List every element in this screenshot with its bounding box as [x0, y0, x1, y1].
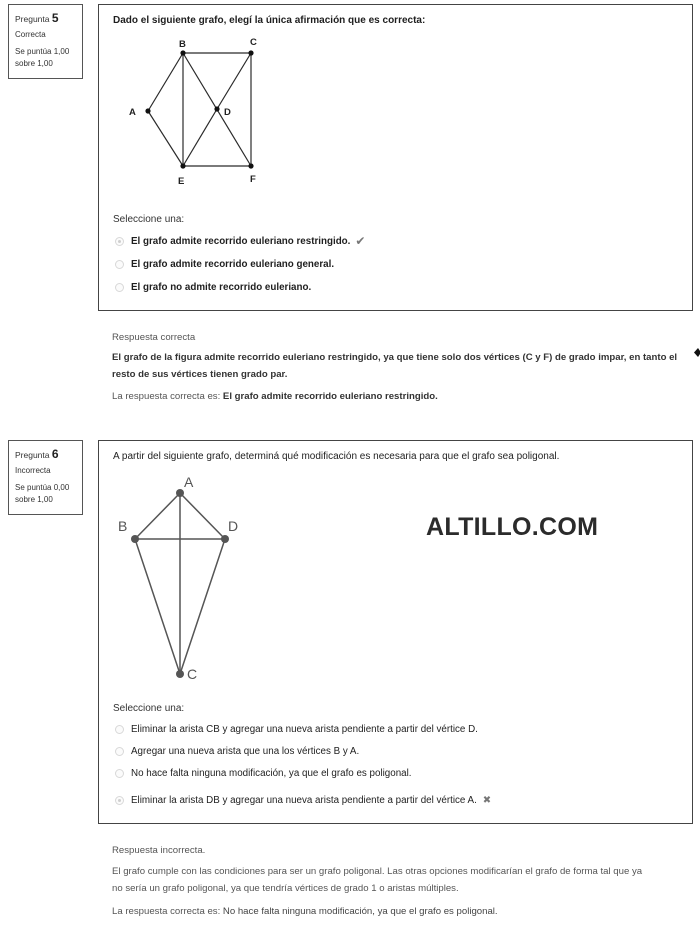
node-c — [176, 670, 184, 678]
option-3[interactable] — [115, 765, 411, 781]
node-e — [180, 163, 185, 168]
edge-a-b — [135, 493, 180, 539]
node-b — [180, 50, 185, 55]
feedback-explanation: El grafo de la figura admite recorrido euleriano restringido, ya que tiene solo dos vértices (C y F) de grado impar, en tanto el resto de sus vértices tienen grado par. — [112, 352, 678, 380]
select-prompt: Seleccione una: — [113, 214, 185, 225]
option-label: El grafo admite recorrido euleriano general. — [131, 258, 335, 270]
question-number: Pregunta 5 — [15, 11, 59, 25]
select-prompt: Seleccione una: — [113, 703, 185, 714]
option-2[interactable] — [115, 743, 359, 759]
edge-d-e — [183, 109, 217, 166]
option-1[interactable] — [115, 721, 478, 737]
radio-button[interactable] — [115, 796, 124, 805]
graph-edges — [148, 53, 251, 166]
node-label: A — [184, 474, 194, 490]
edge-d-c — [180, 539, 225, 674]
node-b — [131, 535, 139, 543]
question-number: Pregunta 6 — [15, 447, 59, 461]
node-c — [248, 50, 253, 55]
node-label: B — [179, 39, 186, 50]
graph-labels — [118, 474, 238, 682]
feedback-status: Respuesta correcta — [112, 332, 196, 343]
node-label: F — [250, 174, 256, 185]
edge-c-d — [217, 53, 251, 109]
graph-figure-q5 — [128, 36, 268, 190]
radio-button[interactable] — [115, 237, 124, 246]
option-3[interactable] — [115, 279, 311, 295]
node-label: D — [228, 518, 239, 534]
block-toggle-icon[interactable] — [694, 348, 700, 357]
node-label: C — [187, 666, 198, 682]
question-state: Incorrecta — [15, 466, 51, 476]
graph-edges — [135, 493, 225, 674]
option-label: Agregar una nueva arista que una los vértices B y A. — [131, 745, 360, 757]
graph-nodes — [145, 50, 253, 168]
question-5-info — [8, 4, 83, 79]
option-2[interactable] — [115, 256, 334, 272]
node-a — [145, 108, 150, 113]
radio-button[interactable] — [115, 747, 124, 756]
question-grade: Se puntúa 0,00 sobre 1,00 — [15, 482, 70, 504]
node-label: E — [178, 176, 185, 187]
edge-a-d — [180, 493, 225, 539]
node-label: A — [129, 107, 136, 118]
node-d — [214, 106, 219, 111]
option-label: El grafo admite recorrido euleriano restringido. — [131, 235, 351, 247]
node-a — [176, 489, 184, 497]
option-label: Eliminar la arista DB y agregar una nueva arista pendiente a partir del vértice A. — [131, 794, 477, 806]
diamond-shape — [694, 348, 700, 357]
node-label: B — [118, 518, 128, 534]
radio-button[interactable] — [115, 769, 124, 778]
feedback-explanation: El grafo cumple con las condiciones para ser un grafo poligonal. Las otras opciones modificarían el grafo de forma tal que ya no sería un grafo poligonal, ya que tendría vértices de grado 1 o aristas múltiples. — [112, 866, 643, 894]
node-label: C — [250, 37, 257, 48]
option-label: No hace falta ninguna modificación, ya que el grafo es poligonal. — [131, 767, 412, 779]
option-label: El grafo no admite recorrido euleriano. — [131, 281, 312, 293]
question-text: Dado el siguiente grafo, elegí la única afirmación que es correcta: — [113, 15, 426, 26]
question-state: Correcta — [15, 30, 46, 40]
watermark: ALTILLO.COM — [426, 513, 599, 541]
question-grade: Se puntúa 1,00 sobre 1,00 — [15, 46, 70, 68]
question-text: A partir del siguiente grafo, determiná qué modificación es necesaria para que el grafo sea poligonal. — [113, 451, 560, 462]
check-icon: ✔ — [355, 234, 366, 248]
option-1[interactable] — [115, 233, 365, 249]
graph-figure-q6 — [112, 473, 252, 683]
node-d — [221, 535, 229, 543]
feedback-right-answer: La respuesta correcta es: El grafo admite recorrido euleriano restringido. — [112, 391, 438, 402]
radio-button[interactable] — [115, 260, 124, 269]
option-label: Eliminar la arista CB y agregar una nueva arista pendiente a partir del vértice D. — [131, 723, 478, 735]
feedback-status: Respuesta incorrecta. — [112, 845, 206, 856]
feedback-right-answer: La respuesta correcta es: No hace falta ninguna modificación, ya que el grafo es poligonal. — [112, 906, 498, 917]
cross-icon: ✖ — [482, 794, 492, 806]
radio-button[interactable] — [115, 283, 124, 292]
radio-button[interactable] — [115, 725, 124, 734]
edge-a-b — [148, 53, 183, 111]
question-6-info — [8, 440, 83, 515]
edge-a-e — [148, 111, 183, 166]
node-f — [248, 163, 253, 168]
edge-b-c — [135, 539, 180, 674]
node-label: D — [224, 107, 231, 118]
option-4[interactable] — [115, 792, 491, 808]
